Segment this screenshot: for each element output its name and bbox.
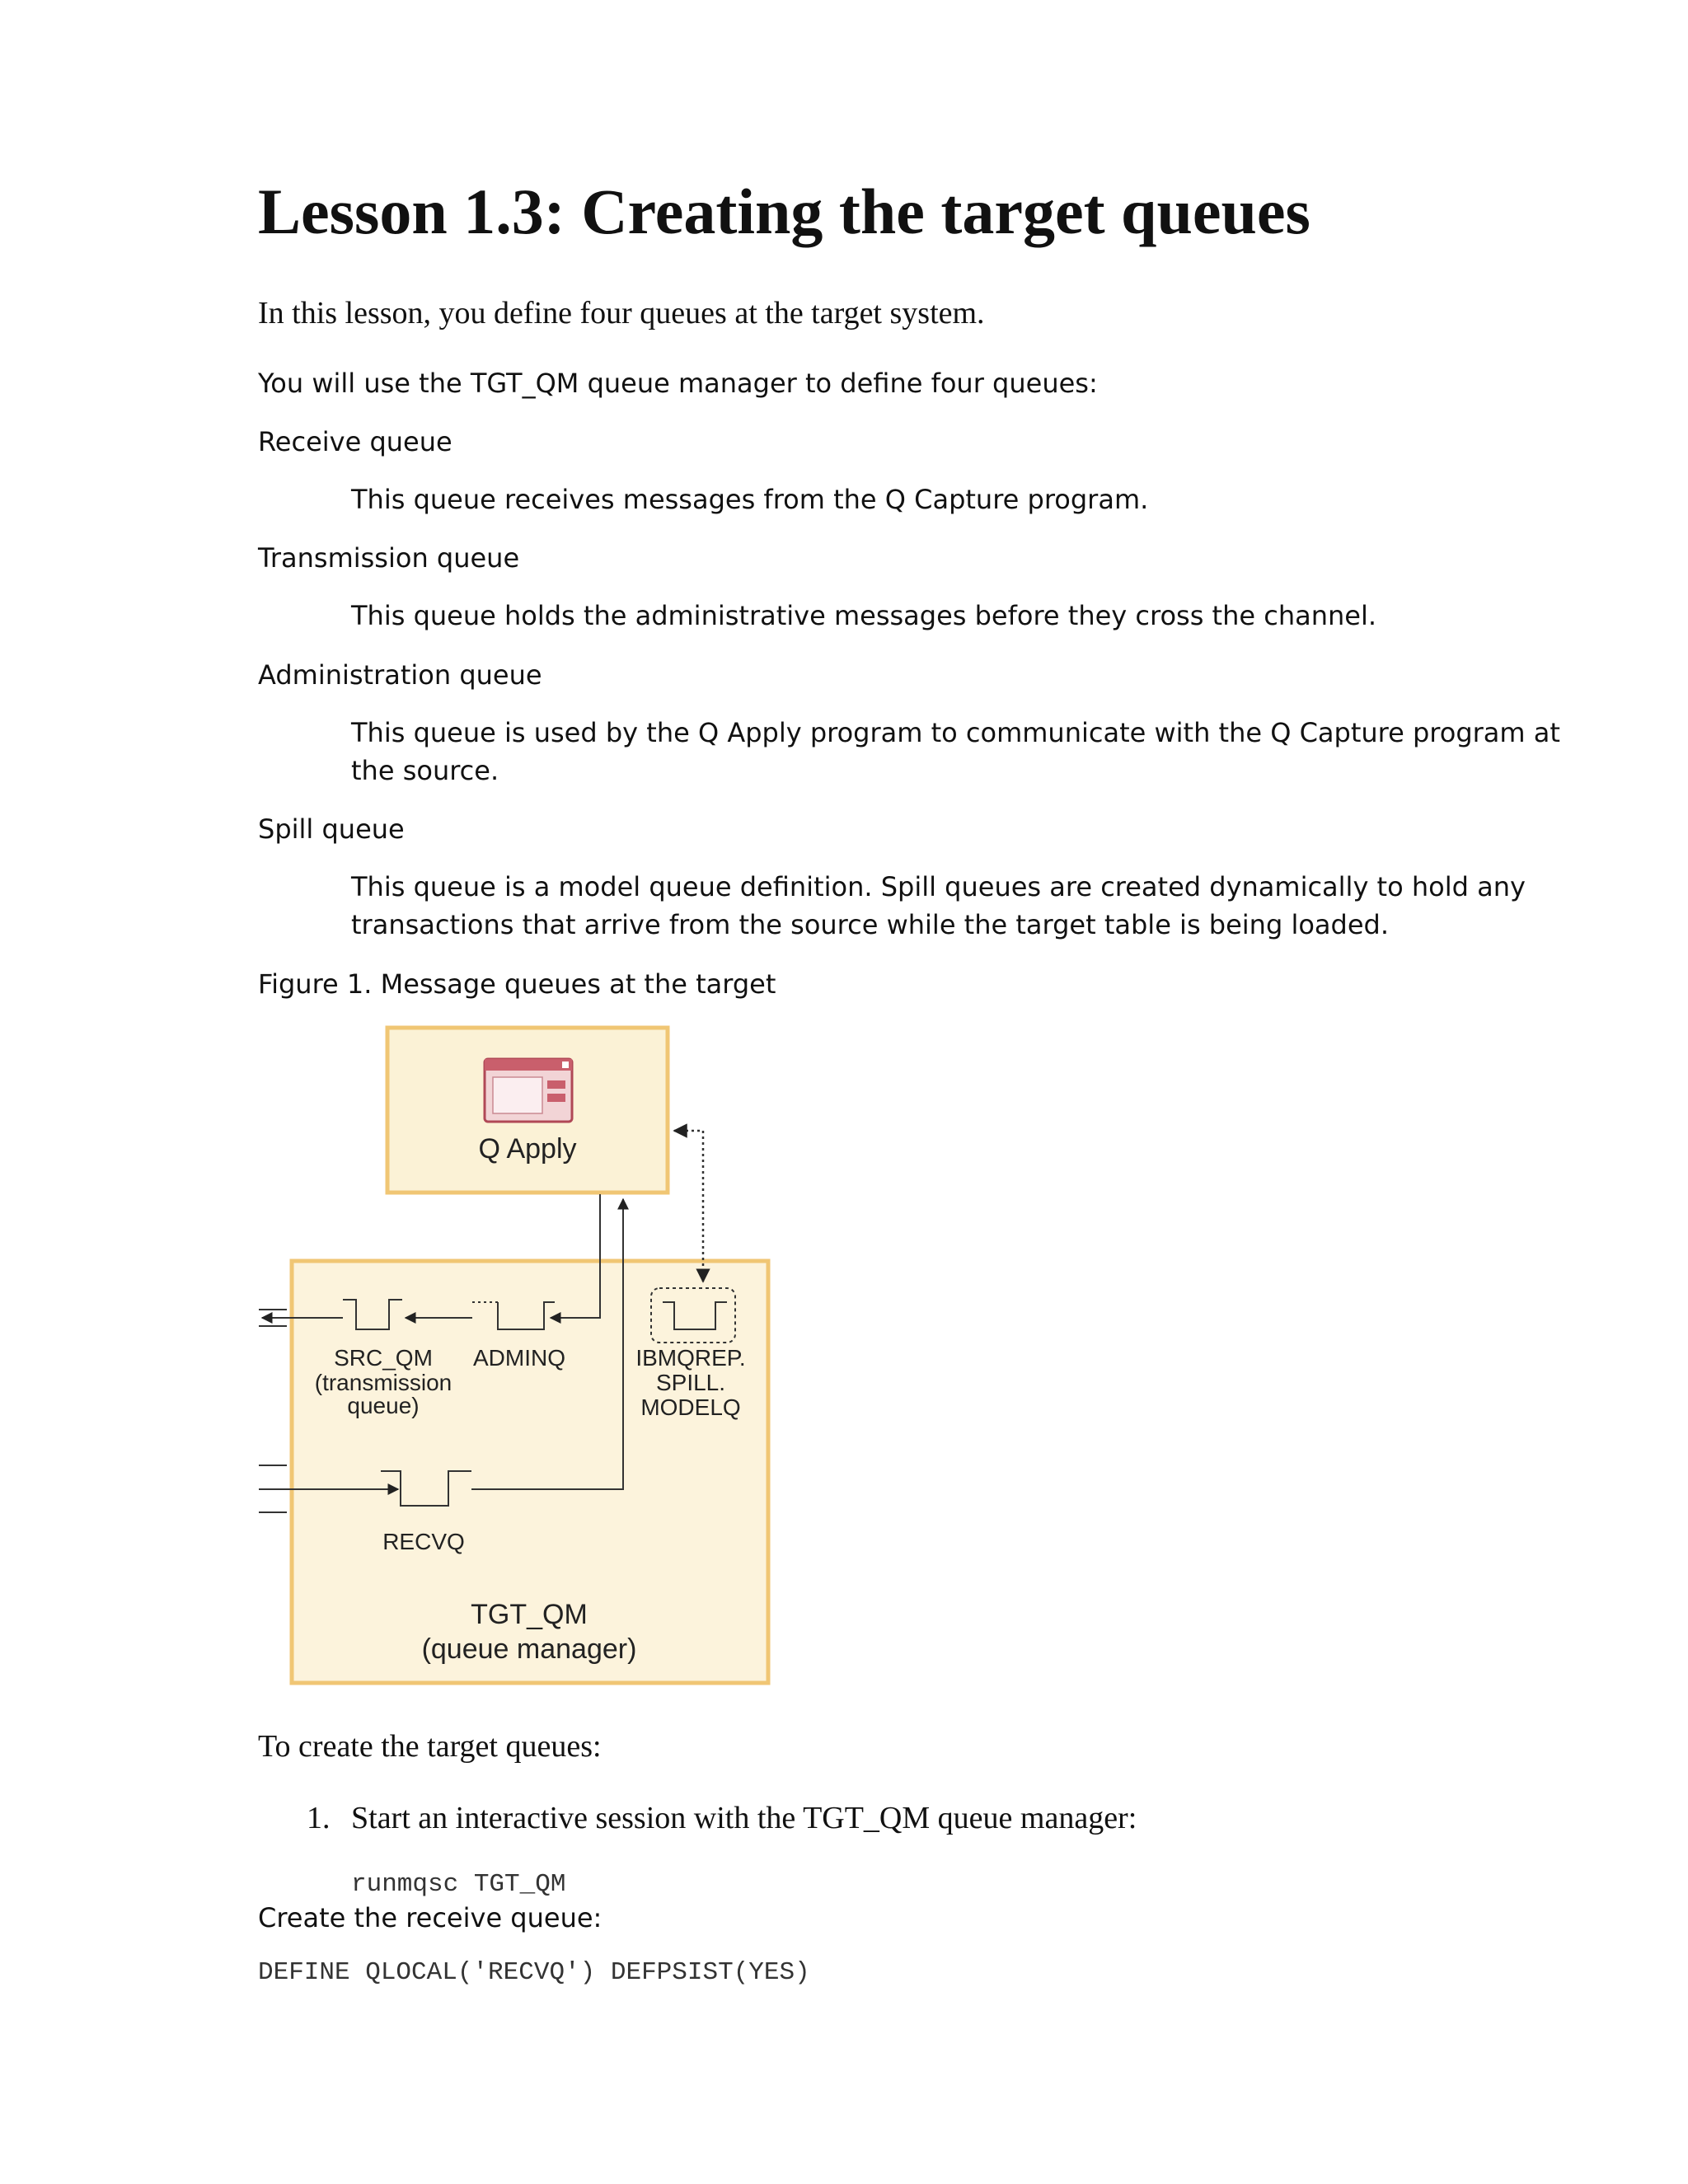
queue-manager-name: TGT_QM xyxy=(471,1599,588,1630)
term-receive-queue: Receive queue xyxy=(258,426,452,457)
spill-label-line1: IBMQREP. xyxy=(635,1345,746,1371)
term-transmission-queue: Transmission queue xyxy=(258,542,520,574)
step-1-text: Start an interactive session with the TGT_QM queue manager: xyxy=(351,1801,1137,1835)
definition-administration-queue-line2: the source. xyxy=(351,755,499,786)
q-apply-label: Q Apply xyxy=(478,1133,577,1165)
term-spill-queue: Spill queue xyxy=(258,813,405,845)
definition-receive-queue: This queue receives messages from the Q Capture program. xyxy=(351,484,1149,515)
step-1-command: runmqsc TGT_QM xyxy=(351,1870,566,1899)
message-queues-diagram xyxy=(254,1018,773,1694)
receive-queue-command: DEFINE QLOCAL('RECVQ') DEFPSIST(YES) xyxy=(258,1958,810,1987)
lead-paragraph: In this lesson, you define four queues at the target system. xyxy=(258,296,985,330)
page-title: Lesson 1.3: Creating the target queues xyxy=(258,176,1311,247)
definition-administration-queue-line1: This queue is used by the Q Apply program to communicate with the Q Capture program at xyxy=(351,717,1560,748)
procedure-intro: To create the target queues: xyxy=(258,1729,602,1764)
spill-label-line3: MODELQ xyxy=(640,1394,741,1420)
srcqm-desc-line2: queue) xyxy=(347,1393,420,1418)
figure-caption: Figure 1. Message queues at the target xyxy=(258,968,776,1000)
srcqm-desc-line1: (transmission xyxy=(314,1370,452,1395)
srcqm-label: SRC_QM xyxy=(334,1345,433,1371)
step-1-number: 1. xyxy=(307,1801,331,1835)
term-administration-queue: Administration queue xyxy=(258,659,542,691)
definition-spill-queue-line2: transactions that arrive from the source while the target table is being loaded. xyxy=(351,909,1389,940)
adminq-label: ADMINQ xyxy=(473,1345,565,1371)
queue-manager-desc: (queue manager) xyxy=(421,1633,637,1665)
application-window-icon xyxy=(485,1059,572,1122)
receive-queue-intro: Create the receive queue: xyxy=(258,1902,603,1933)
definition-transmission-queue: This queue holds the administrative messages before they cross the channel. xyxy=(351,600,1377,631)
intro-text: You will use the TGT_QM queue manager to define four queues: xyxy=(258,368,1098,399)
spill-label-line2: SPILL. xyxy=(655,1370,726,1395)
definition-spill-queue-line1: This queue is a model queue definition. Spill queues are created dynamically to hold any xyxy=(351,871,1526,902)
recvq-label: RECVQ xyxy=(382,1529,465,1554)
